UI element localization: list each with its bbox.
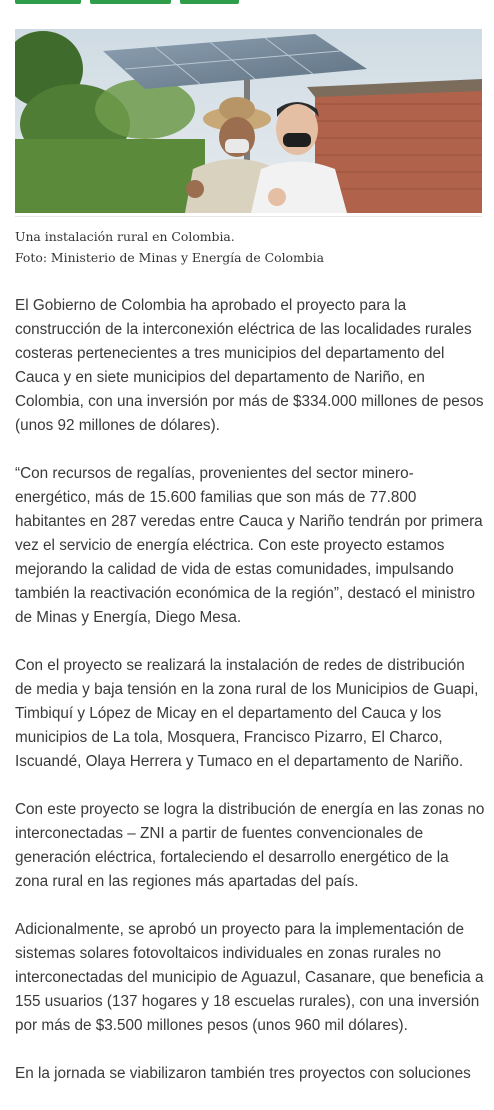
- caption-line-1: Una instalación rural en Colombia.: [15, 229, 235, 244]
- caption-line-2: Foto: Ministerio de Minas y Energía de Colombia: [15, 250, 325, 265]
- article-body: [15, 294, 485, 1110]
- article-photo: [15, 29, 482, 213]
- share-button-2[interactable]: [90, 0, 171, 4]
- caption-divider: [15, 216, 482, 217]
- photo-caption: [15, 226, 482, 268]
- share-buttons-row: [15, 0, 485, 4]
- paragraph-4: Con este proyecto se logra la distribución de energía en las zonas no interconectadas – ZNI a partir de fuentes convencionales de generación eléctrica, fortaleciendo el desarrollo energético de la zona rural en las regiones más apartadas del país.: [15, 801, 485, 890]
- paragraph-1: El Gobierno de Colombia ha aprobado el proyecto para la construcción de la interconexión eléctrica de las localidades rurales costeras pertenecientes a tres municipios del departamento del Cauca y en siete municipios del departamento de Nariño, en Colombia, con una inversión por más de $334.000 millones de pesos (unos 92 millones de dólares).: [15, 297, 484, 434]
- solar-installation-photo: [15, 29, 482, 213]
- paragraph-6: En la jornada se viabilizaron también tres proyectos con soluciones: [15, 1065, 471, 1082]
- share-button-3[interactable]: [180, 0, 239, 4]
- paragraph-5: Adicionalmente, se aprobó un proyecto para la implementación de sistemas solares fotovoltaicos individuales en zonas rurales no interconectadas del municipio de Aguazul, Casanare, que beneficia a 155 usuarios (137 hogares y 18 escuelas rurales), con una inversión por más de $3.500 millones pesos (unos 960 mil dólares).: [15, 921, 484, 1034]
- paragraph-3: Con el proyecto se realizará la instalación de redes de distribución de media y baja tensión en la zona rural de los Municipios de Guapi, Timbiquí y López de Micay en el departamento del Cauca y los municipios de La tola, Mosquera, Francisco Pizarro, El Charco, Iscuandé, Olaya Herrera y Tumaco en el departamento de Nariño.: [15, 657, 479, 770]
- paragraph-2: “Con recursos de regalías, provenientes del sector minero-energético, más de 15.600 familias que son más de 77.800 habitantes en 287 veredas entre Cauca y Nariño tendrán por primera vez el servicio de energía eléctrica. Con este proyecto estamos mejorando la calidad de vida de estas comunidades, impulsando también la reactivación económica de la región”, destacó el ministro de Minas y Energía, Diego Mesa.: [15, 465, 483, 626]
- share-button-1[interactable]: [15, 0, 81, 4]
